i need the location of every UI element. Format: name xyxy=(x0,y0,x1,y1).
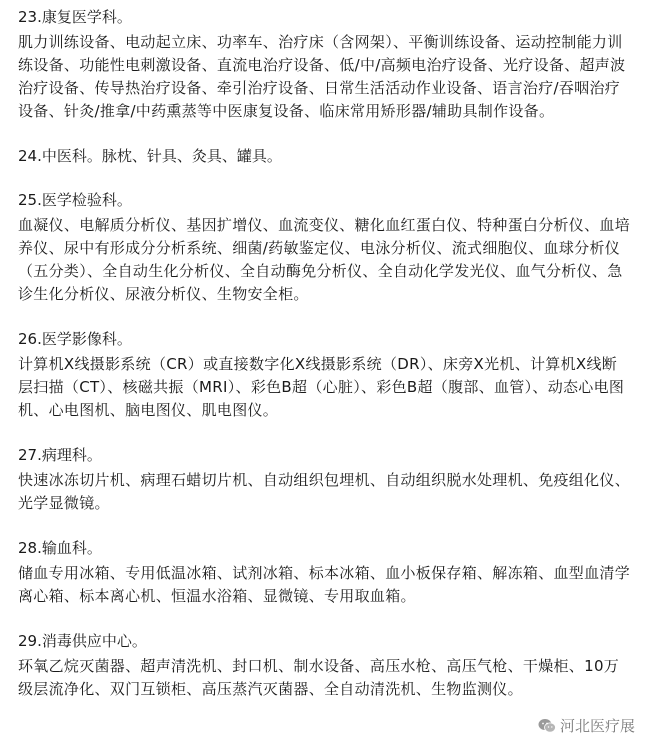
watermark xyxy=(534,713,639,738)
section-body: 血凝仪、电解质分析仪、基因扩增仪、血流变仪、糖化血红蛋白仪、特种蛋白分析仪、血培养仪、尿中有形成分分析系统、细菌/药敏鉴定仪、电泳分析仪、流式细胞仪、血球分析仪（五分类）、全自动生化分析仪、全自动酶免分析仪、全自动化学发光仪、血气分析仪、急诊生化分析仪、尿液分析仪、生物安全柜。 xyxy=(18,216,631,303)
section-body: 计算机X线摄影系统（CR）或直接数字化X线摄影系统（DR）、床旁X光机、计算机X线断层扫描（CT）、核磁共振（MRI）、彩色B超（心脏）、彩色B超（腹部、血管）、动态心电图机、心电图机、脑电图仪、肌电图仪。 xyxy=(18,355,625,419)
watermark-text: 河北医疗展 xyxy=(559,717,635,735)
section-title: 24.中医科。脉枕、针具、灸具、罐具。 xyxy=(18,147,282,165)
section-25 xyxy=(18,189,630,306)
section-body: 肌力训练设备、电动起立床、功率车、治疗床（含网架）、平衡训练设备、运动控制能力训练设备、功能性电刺激设备、直流电治疗设备、低/中/高频电治疗设备、光疗设备、超声波治疗设备、传导热治疗设备、牵引治疗设备、日常生活活动作业设备、语言治疗/吞咽治疗设备、针灸/推拿/中药熏蒸等中医康复设备、临床常用矫形器/辅助具制作设备。 xyxy=(18,33,626,120)
section-23 xyxy=(18,6,630,123)
section-title: 25.医学检验科。 xyxy=(18,191,132,209)
document xyxy=(18,6,630,723)
section-title: 23.康复医学科。 xyxy=(18,8,132,26)
section-24 xyxy=(18,145,630,167)
section-title: 26.医学影像科。 xyxy=(18,330,132,348)
section-body: 储血专用冰箱、专用低温冰箱、试剂冰箱、标本冰箱、血小板保存箱、解冻箱、血型血清学离心箱、标本离心机、恒温水浴箱、显微镜、专用取血箱。 xyxy=(18,564,631,605)
section-29 xyxy=(18,630,630,701)
section-body: 快速冰冻切片机、病理石蜡切片机、自动组织包埋机、自动组织脱水处理机、免疫组化仪、光学显微镜。 xyxy=(18,471,631,512)
section-26 xyxy=(18,328,630,422)
section-title: 29.消毒供应中心。 xyxy=(18,632,147,650)
section-body: 环氧乙烷灭菌器、超声清洗机、封口机、制水设备、高压水枪、高压气枪、干燥柜、10万级层流净化、双门互锁柜、高压蒸汽灭菌器、全自动清洗机、生物监测仪。 xyxy=(18,657,620,698)
section-title: 27.病理科。 xyxy=(18,446,102,464)
wechat-icon xyxy=(538,718,556,734)
section-27 xyxy=(18,444,630,515)
section-title: 28.输血科。 xyxy=(18,539,102,557)
section-28 xyxy=(18,537,630,608)
